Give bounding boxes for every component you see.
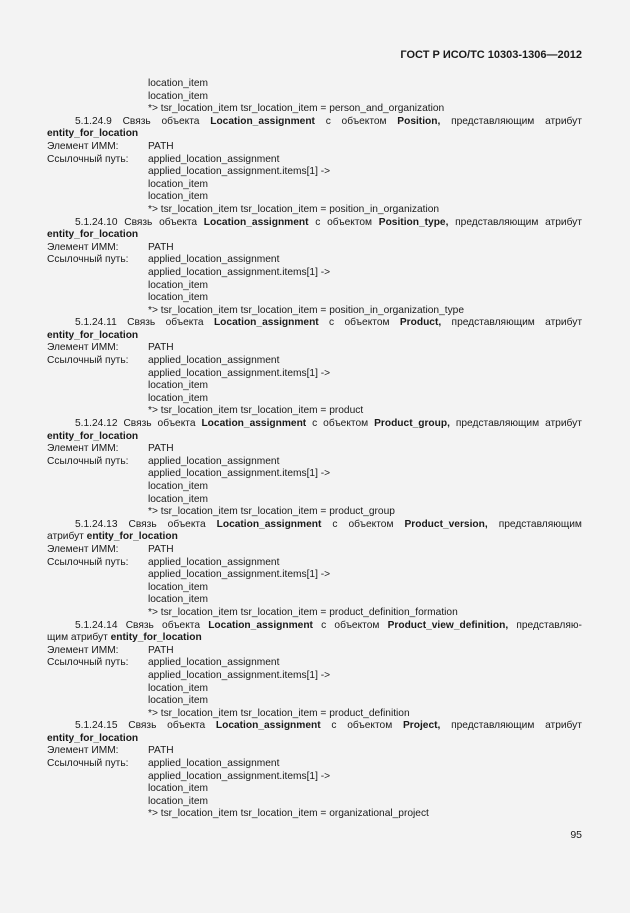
- heading-word: объекта: [167, 518, 206, 530]
- heading-word: Связь: [124, 216, 153, 228]
- section-heading: [0, 116, 630, 129]
- path-text: applied_location_assignment: [148, 657, 280, 669]
- path-label: Ссылочный путь:: [47, 455, 129, 467]
- path-line: [0, 405, 630, 418]
- heading-word: Location_assignment: [201, 418, 307, 430]
- heading-word: Product,: [399, 317, 442, 329]
- path-line: [0, 154, 630, 167]
- continuation-prefix: атрибут: [47, 531, 87, 543]
- path-line: [0, 380, 630, 393]
- element-value: PATH: [148, 745, 174, 757]
- path-line: [0, 368, 630, 381]
- path-text: applied_location_assignment.items[1] ->: [148, 669, 331, 681]
- path-text: location_item: [148, 90, 209, 102]
- heading-word: Project,: [402, 720, 441, 732]
- element-row: [0, 141, 630, 154]
- section-heading-text: [75, 317, 582, 330]
- heading-word: Location_assignment: [213, 317, 319, 329]
- heading-word: объектом: [327, 216, 373, 228]
- path-line: [0, 670, 630, 683]
- heading-word: атрибут: [545, 216, 582, 228]
- heading-word: атрибут: [545, 115, 582, 127]
- heading-word: представляющим: [455, 216, 539, 228]
- element-row: [0, 745, 630, 758]
- path-text: *> tsr_location_item tsr_location_item = product_group: [148, 506, 395, 518]
- section-heading-continuation: [0, 229, 630, 242]
- heading-word: объекта: [161, 115, 200, 127]
- path-line: [0, 506, 630, 519]
- path-line: [0, 78, 630, 91]
- heading-word: атрибут: [545, 720, 582, 732]
- path-line: [0, 657, 630, 670]
- continuation-text: [47, 632, 582, 645]
- heading-word: Связь: [128, 518, 157, 530]
- path-line: [0, 468, 630, 481]
- path-text: applied_location_assignment.items[1] ->: [148, 367, 331, 379]
- path-line: [0, 292, 630, 305]
- path-text: location_item: [148, 783, 209, 795]
- path-label: Ссылочный путь:: [47, 254, 129, 266]
- path-line: [0, 683, 630, 696]
- path-line: [0, 771, 630, 784]
- path-line: [0, 191, 630, 204]
- path-text: *> tsr_location_item tsr_location_item = product_definition_formation: [148, 606, 458, 618]
- element-value: PATH: [148, 140, 174, 152]
- path-line: [0, 808, 630, 821]
- path-line: [0, 582, 630, 595]
- path-text: applied_location_assignment.items[1] ->: [148, 468, 331, 480]
- element-value: PATH: [148, 241, 174, 253]
- heading-word: с: [321, 619, 327, 631]
- heading-word: Product_group,: [374, 418, 450, 430]
- heading-word: с: [312, 418, 318, 430]
- heading-word: с: [325, 115, 331, 127]
- element-value: PATH: [148, 342, 174, 354]
- element-value: PATH: [148, 443, 174, 455]
- path-line: [0, 254, 630, 267]
- heading-word: объектом: [347, 720, 393, 732]
- heading-word: с: [332, 518, 338, 530]
- section-number: 5.1.24.10: [75, 216, 118, 228]
- path-text: location_item: [148, 191, 209, 203]
- heading-word: представляю-: [516, 619, 582, 631]
- continuation-text: [47, 128, 582, 141]
- section-heading: [0, 720, 630, 733]
- path-text: applied_location_assignment.items[1] ->: [148, 770, 331, 782]
- element-label: Элемент ИММ:: [47, 342, 119, 354]
- path-label: Ссылочный путь:: [47, 355, 129, 367]
- heading-word: объекта: [157, 418, 196, 430]
- path-text: location_item: [148, 581, 209, 593]
- path-text: location_item: [148, 380, 209, 392]
- path-line: [0, 204, 630, 217]
- section-heading: [0, 317, 630, 330]
- continuation-text: [47, 229, 582, 242]
- section-heading-continuation: [0, 632, 630, 645]
- path-line: [0, 695, 630, 708]
- heading-word: с: [315, 216, 321, 228]
- section-heading-continuation: [0, 330, 630, 343]
- heading-word: Связь: [127, 317, 156, 329]
- heading-word: Location_assignment: [208, 619, 313, 631]
- heading-word: представляющим: [451, 317, 535, 329]
- heading-word: атрибут: [545, 418, 582, 430]
- heading-word: объекта: [167, 720, 206, 732]
- attribute-name: entity_for_location: [110, 632, 202, 644]
- section-heading-continuation: [0, 531, 630, 544]
- path-text: location_item: [148, 292, 209, 304]
- section-heading: [0, 217, 630, 230]
- section-heading-continuation: [0, 733, 630, 746]
- path-text: location_item: [148, 178, 209, 190]
- path-text: applied_location_assignment: [148, 254, 280, 266]
- section-heading-text: [75, 620, 582, 633]
- heading-word: объекта: [159, 216, 198, 228]
- path-line: [0, 481, 630, 494]
- path-line: [0, 607, 630, 620]
- section-number: 5.1.24.9: [75, 115, 112, 127]
- path-line: [0, 758, 630, 771]
- path-text: location_item: [148, 695, 209, 707]
- section-heading: [0, 418, 630, 431]
- attribute-name: entity_for_location: [47, 329, 139, 341]
- section-heading-text: [75, 116, 582, 129]
- path-text: applied_location_assignment: [148, 153, 280, 165]
- section-heading-continuation: [0, 128, 630, 141]
- path-text: location_item: [148, 795, 209, 807]
- path-text: applied_location_assignment.items[1] ->: [148, 569, 331, 581]
- path-line: [0, 305, 630, 318]
- path-text: applied_location_assignment.items[1] ->: [148, 266, 331, 278]
- heading-word: объектом: [344, 317, 390, 329]
- path-line: [0, 267, 630, 280]
- attribute-name: entity_for_location: [47, 430, 139, 442]
- path-line: [0, 103, 630, 116]
- element-row: [0, 544, 630, 557]
- path-text: applied_location_assignment: [148, 556, 280, 568]
- element-label: Элемент ИММ:: [47, 241, 119, 253]
- continuation-text: [47, 531, 582, 544]
- path-text: applied_location_assignment: [148, 355, 280, 367]
- path-label: Ссылочный путь:: [47, 758, 129, 770]
- path-text: *> tsr_location_item tsr_location_item = organizational_project: [148, 808, 429, 820]
- path-text: location_item: [148, 481, 209, 492]
- attribute-name: entity_for_location: [47, 128, 139, 140]
- section-heading: [0, 519, 630, 532]
- heading-word: Location_assignment: [216, 518, 322, 530]
- path-text: applied_location_assignment.items[1] ->: [148, 166, 331, 178]
- heading-word: объектом: [348, 518, 394, 530]
- path-text: location_item: [148, 682, 209, 694]
- heading-word: Location_assignment: [203, 216, 309, 228]
- element-label: Элемент ИММ:: [47, 745, 119, 757]
- heading-word: Связь: [128, 720, 157, 732]
- path-text: location_item: [148, 279, 209, 291]
- path-line: [0, 796, 630, 809]
- path-text: *> tsr_location_item tsr_location_item = position_in_organization_type: [148, 304, 465, 316]
- path-line: [0, 494, 630, 507]
- section-heading-text: [75, 418, 582, 431]
- path-line: [0, 393, 630, 406]
- path-line: [0, 355, 630, 368]
- continuation-text: [47, 431, 582, 444]
- heading-word: Связь: [122, 115, 151, 127]
- continuation-text: [47, 733, 582, 746]
- path-line: [0, 708, 630, 721]
- path-line: [0, 594, 630, 607]
- section-number: 5.1.24.11: [75, 317, 117, 329]
- path-line: [0, 783, 630, 796]
- path-text: location_item: [148, 594, 209, 606]
- element-value: PATH: [148, 543, 174, 555]
- heading-word: с: [329, 317, 335, 329]
- path-line: [0, 456, 630, 469]
- element-row: [0, 342, 630, 355]
- heading-word: Position_type,: [378, 216, 449, 228]
- heading-word: представляющим: [498, 518, 582, 530]
- path-text: *> tsr_location_item tsr_location_item = person_and_organization: [148, 103, 445, 115]
- section-heading-continuation: [0, 431, 630, 444]
- section-number: 5.1.24.14: [75, 619, 118, 631]
- heading-word: Location_assignment: [215, 720, 321, 732]
- heading-word: представляющим: [455, 418, 540, 430]
- attribute-name: entity_for_location: [47, 732, 139, 744]
- heading-word: Product_view_definition,: [387, 619, 509, 631]
- path-line: [0, 557, 630, 570]
- heading-word: объекта: [165, 317, 204, 329]
- section-heading-text: [75, 720, 582, 733]
- heading-word: Product_version,: [404, 518, 488, 530]
- heading-word: объекта: [162, 619, 201, 631]
- element-value: PATH: [148, 644, 174, 656]
- attribute-name: entity_for_location: [86, 531, 178, 543]
- path-text: location_item: [148, 78, 209, 89]
- path-line: [0, 91, 630, 104]
- continuation-prefix: щим атрибут: [47, 632, 111, 644]
- heading-word: объектом: [323, 418, 369, 430]
- path-text: *> tsr_location_item tsr_location_item = position_in_organization: [148, 203, 440, 215]
- element-row: [0, 645, 630, 658]
- heading-word: представляющим: [451, 720, 535, 732]
- heading-word: объектом: [341, 115, 387, 127]
- section-heading: [0, 620, 630, 633]
- continuation-text: [47, 330, 582, 343]
- path-label: Ссылочный путь:: [47, 153, 129, 165]
- element-label: Элемент ИММ:: [47, 543, 119, 555]
- page-number: 95: [570, 829, 582, 841]
- path-text: location_item: [148, 493, 209, 505]
- section-number: 5.1.24.13: [75, 518, 118, 530]
- path-text: *> tsr_location_item tsr_location_item = product_definition: [148, 707, 410, 719]
- document-body: [0, 78, 630, 821]
- section-heading-text: [75, 217, 582, 230]
- path-line: [0, 569, 630, 582]
- document-header: ГОСТ Р ИСО/ТС 10303-1306—2012: [400, 49, 582, 61]
- path-line: [0, 166, 630, 179]
- heading-word: с: [331, 720, 337, 732]
- path-text: applied_location_assignment: [148, 758, 280, 770]
- attribute-name: entity_for_location: [47, 229, 139, 241]
- heading-word: Связь: [125, 619, 154, 631]
- path-line: [0, 280, 630, 293]
- path-label: Ссылочный путь:: [47, 657, 129, 669]
- path-line: [0, 179, 630, 192]
- heading-word: Связь: [123, 418, 152, 430]
- element-row: [0, 443, 630, 456]
- path-label: Ссылочный путь:: [47, 556, 129, 568]
- section-number: 5.1.24.12: [75, 418, 118, 430]
- heading-word: атрибут: [545, 317, 582, 329]
- heading-word: объектом: [334, 619, 380, 631]
- heading-word: Location_assignment: [210, 115, 315, 127]
- heading-word: Position,: [397, 115, 441, 127]
- element-row: [0, 242, 630, 255]
- section-heading-text: [75, 519, 582, 532]
- path-text: *> tsr_location_item tsr_location_item = product: [148, 405, 364, 417]
- element-label: Элемент ИММ:: [47, 443, 119, 455]
- section-number: 5.1.24.15: [75, 720, 118, 732]
- heading-word: представляющим: [451, 115, 535, 127]
- path-text: applied_location_assignment: [148, 455, 280, 467]
- element-label: Элемент ИММ:: [47, 644, 119, 656]
- element-label: Элемент ИММ:: [47, 140, 119, 152]
- path-text: location_item: [148, 392, 209, 404]
